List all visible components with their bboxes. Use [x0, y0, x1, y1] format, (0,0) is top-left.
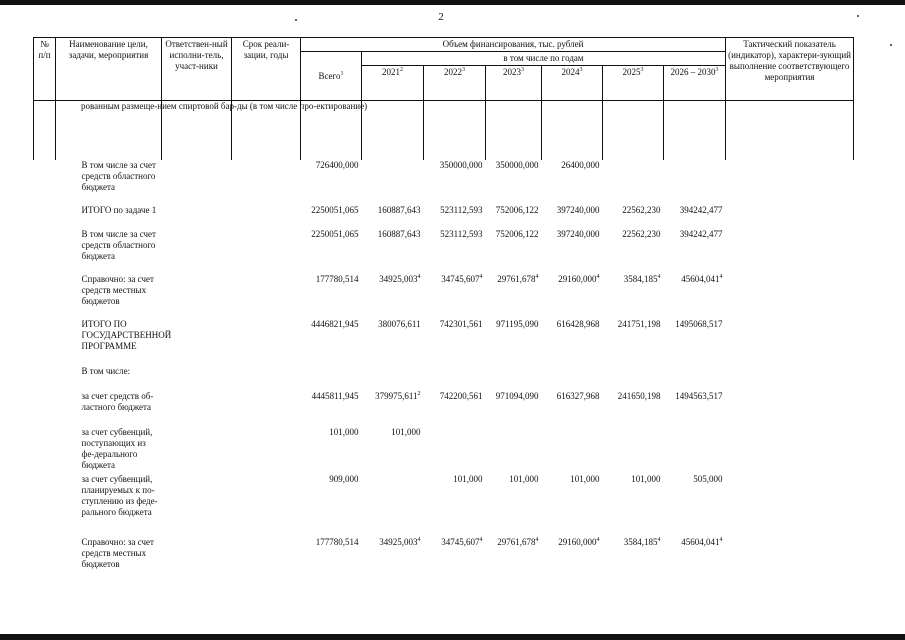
year-cell: 616327,968: [556, 390, 600, 401]
year-cell: [542, 101, 603, 160]
total-cell: 909,000: [329, 473, 359, 484]
year-cell: 101,000: [509, 473, 539, 484]
year-cell: 971094,090: [495, 390, 539, 401]
year-cell: 34745,607$^4$: [441, 536, 483, 547]
row-name: Справочно: за счет средств местных бюджетов: [81, 536, 154, 569]
row-name: В том числе за счет средств областного бюджета: [81, 228, 156, 261]
year-cell: 397240,000: [556, 204, 600, 215]
total-cell: 177780,514: [315, 536, 359, 547]
year-cell: 29160,000$^4$: [558, 536, 600, 547]
table-row: [34, 101, 854, 160]
table-row: [34, 391, 854, 427]
year-cell: 742200,561: [439, 390, 483, 401]
header-indicator: Тактический показатель (индикатор), характери-зующий выполнение соответствующего мероприятия: [726, 38, 854, 101]
year-cell: 523112,593: [440, 204, 483, 215]
year-cell: 160887,643: [377, 204, 421, 215]
year-cell: 29160,000$^4$: [558, 273, 600, 284]
header-year: 2026 – 2030$^3$: [664, 66, 726, 101]
indicator-cell: [726, 101, 854, 160]
row-name: ИТОГО ПО ГОСУДАРСТВЕННОЙ ПРОГРАММЕ: [81, 318, 172, 351]
table-row: [34, 274, 854, 319]
year-cell: 34925,003$^4$: [379, 273, 421, 284]
header-name: Наименование цели, задачи, мероприятия: [56, 38, 162, 101]
year-cell: [362, 160, 424, 205]
year-cell: 971195,090: [496, 318, 539, 329]
total-cell: 2250051,065: [311, 204, 359, 215]
year-cell: 397240,000: [556, 228, 600, 239]
page-number: 2: [438, 11, 444, 23]
table-row: [34, 229, 854, 274]
table-row: [34, 537, 854, 573]
total-cell: 726400,000: [315, 159, 359, 170]
year-cell: 160887,643: [377, 228, 421, 239]
year-cell: 45604,041$^4$: [681, 536, 723, 547]
top-scan-border: [0, 0, 905, 5]
table-row: [34, 160, 854, 205]
total-cell: 4445811,945: [311, 390, 359, 401]
year-cell: [664, 101, 726, 160]
year-cell: 34745,607$^4$: [441, 273, 483, 284]
bottom-scan-border: [0, 634, 905, 640]
header-year: 2022$^3$: [424, 66, 486, 101]
year-cell: [603, 101, 664, 160]
table-row: [34, 474, 854, 537]
header-year: 2023$^3$: [486, 66, 542, 101]
year-cell: 1494563,517: [675, 390, 723, 401]
year-cell: 101,000: [631, 473, 661, 484]
row-name: В том числе:: [81, 365, 131, 376]
year-cell: 29761,678$^4$: [497, 273, 539, 284]
year-cell: 752006,122: [495, 204, 539, 215]
scan-speck: [857, 15, 859, 17]
year-cell: [424, 101, 486, 160]
year-cell: 3584,185$^4$: [623, 536, 661, 547]
year-cell: 380076,611: [378, 318, 421, 329]
year-cell: 241751,198: [617, 318, 661, 329]
year-cell: [664, 160, 726, 205]
year-cell: 350000,000: [495, 159, 539, 170]
year-cell: 101,000: [453, 473, 483, 484]
year-cell: [362, 474, 424, 537]
header-num: № п/п: [34, 38, 56, 101]
table-row: [34, 205, 854, 229]
table-header: [34, 38, 854, 101]
year-cell: 101,000: [570, 473, 600, 484]
header-term: Срок реали-зации, годы: [232, 38, 301, 101]
total-cell: 101,000: [329, 426, 359, 437]
num-cell: [34, 101, 56, 160]
table-row: [34, 366, 854, 391]
year-cell: 394242,477: [679, 204, 723, 215]
year-cell: 505,000: [693, 473, 723, 484]
year-cell: 26400,000: [561, 159, 600, 170]
header-year: 2025$^3$: [603, 66, 664, 101]
year-cell: [542, 427, 603, 474]
row-name: за счет средств об-ластного бюджета: [81, 390, 154, 412]
year-cell: [603, 160, 664, 205]
financing-table: [33, 37, 854, 573]
total-cell: 2250051,065: [311, 228, 359, 239]
year-cell: 350000,000: [439, 159, 483, 170]
year-cell: [362, 101, 424, 160]
year-cell: 3584,185$^4$: [623, 273, 661, 284]
year-cell: 34925,003$^4$: [379, 536, 421, 547]
row-name: рованным размеще-нием спиртовой бар-ды (в том числе про-ектирование): [56, 101, 162, 160]
year-cell: [664, 427, 726, 474]
year-cell: 394242,477: [679, 228, 723, 239]
header-volume: Объем финансирования, тыс. рублей: [301, 38, 726, 52]
year-cell: 742301,561: [439, 318, 483, 329]
year-cell: 45604,041$^4$: [681, 273, 723, 284]
year-cell: 523112,593: [440, 228, 483, 239]
row-name: Справочно: за счет средств местных бюджетов: [81, 273, 154, 306]
table-body: [34, 101, 854, 573]
year-cell: 379975,611$^2$: [375, 390, 421, 401]
year-cell: 22562,230: [622, 228, 661, 239]
header-responsible: Ответствен-ный исполни-тель, участ-ники: [162, 38, 232, 101]
year-cell: [486, 427, 542, 474]
year-cell: 241650,198: [617, 390, 661, 401]
year-cell: [424, 427, 486, 474]
year-cell: [603, 427, 664, 474]
table-row: [34, 427, 854, 474]
row-name: В том числе за счет средств областного бюджета: [81, 159, 156, 192]
scan-speck: [890, 44, 892, 46]
year-cell: 29761,678$^4$: [497, 536, 539, 547]
row-name: за счет субвенций, поступающих из фе-дерального бюджета: [81, 426, 153, 470]
year-cell: [486, 101, 542, 160]
year-cell: 1495068,517: [675, 318, 723, 329]
row-name: ИТОГО по задаче 1: [81, 204, 157, 215]
scan-speck: [295, 19, 297, 21]
total-cell: 177780,514: [315, 273, 359, 284]
row-name: за счет субвенций, планируемых к по-ступлению из феде-рального бюджета: [81, 473, 158, 517]
header-year: 2021$^2$: [362, 66, 424, 101]
header-by-years: в том числе по годам: [362, 52, 726, 66]
header-year: 2024$^3$: [542, 66, 603, 101]
year-cell: 616428,968: [556, 318, 600, 329]
year-cell: 101,000: [391, 426, 421, 437]
year-cell: 752006,122: [495, 228, 539, 239]
header-total: Всего$^1$: [301, 52, 362, 101]
year-cell: 22562,230: [622, 204, 661, 215]
total-cell: 4446821,945: [311, 318, 359, 329]
table-row: [34, 319, 854, 366]
